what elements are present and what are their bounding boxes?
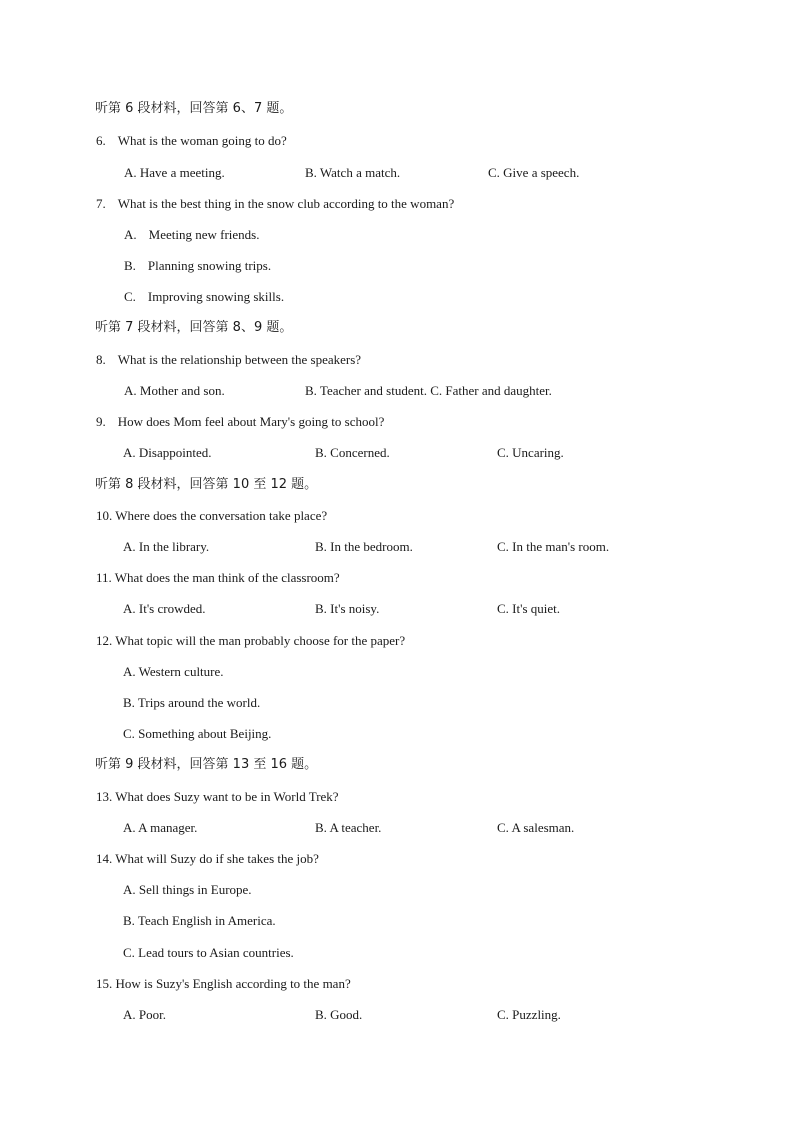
question-number: 6. (96, 133, 106, 148)
question-8 (96, 352, 361, 368)
q15-option-b: B. Good. (315, 1007, 363, 1022)
q14-option-a: A. Sell things in Europe. (123, 882, 252, 897)
question-15: 15. How is Suzy's English according to the man? (96, 976, 351, 991)
question-text: What is the relationship between the speakers? (117, 352, 362, 367)
q14-option-c: C. Lead tours to Asian countries. (123, 945, 294, 960)
question-13: 13. What does Suzy want to be in World Trek? (96, 789, 339, 804)
option-letter: B. (124, 258, 136, 273)
question-7 (96, 196, 454, 212)
option-text: Planning snowing trips. (147, 258, 272, 273)
option-letter: A. (124, 227, 137, 242)
section-heading-7: 听第 7 段材料，回答第 8、9 题。 (95, 320, 293, 335)
q13-option-c: C. A salesman. (497, 820, 575, 835)
question-number: 9. (96, 414, 106, 429)
q10-option-b: B. In the bedroom. (315, 539, 413, 554)
option-text: Improving snowing skills. (147, 289, 285, 304)
q12-option-a: A. Western culture. (123, 664, 224, 679)
q9-option-c: C. Uncaring. (497, 445, 564, 460)
section-heading-9: 听第 9 段材料，回答第 13 至 16 题。 (95, 757, 318, 772)
q15-option-a: A. Poor. (123, 1007, 166, 1022)
q6-option-a: A. Have a meeting. (124, 165, 225, 180)
q10-option-a: A. In the library. (123, 539, 210, 554)
q6-option-b: B. Watch a match. (305, 165, 401, 180)
question-11: 11. What does the man think of the classroom? (96, 570, 340, 585)
q7-option-a (124, 227, 259, 243)
q7-option-c (124, 289, 284, 305)
option-text: Meeting new friends. (148, 227, 260, 242)
question-10: 10. Where does the conversation take place? (96, 508, 328, 523)
q13-option-a: A. A manager. (123, 820, 198, 835)
q12-option-b: B. Trips around the world. (123, 695, 261, 710)
question-6 (96, 133, 287, 149)
q11-option-c: C. It's quiet. (497, 601, 561, 616)
q10-option-c: C. In the man's room. (497, 539, 610, 554)
q6-option-c: C. Give a speech. (488, 165, 580, 180)
question-text: What is the woman going to do? (117, 133, 287, 148)
section-heading-6: 听第 6 段材料，回答第 6、7 题。 (95, 101, 293, 116)
q9-option-a: A. Disappointed. (123, 445, 212, 460)
q11-option-a: A. It's crowded. (123, 601, 206, 616)
question-number: 7. (96, 196, 106, 211)
q7-option-b (124, 258, 271, 274)
question-number: 8. (96, 352, 106, 367)
q15-option-c: C. Puzzling. (497, 1007, 561, 1022)
section-heading-8: 听第 8 段材料，回答第 10 至 12 题。 (95, 477, 318, 492)
q14-option-b: B. Teach English in America. (123, 913, 276, 928)
question-text: What is the best thing in the snow club according to the woman? (117, 196, 455, 211)
q12-option-c: C. Something about Beijing. (123, 726, 272, 741)
q8-option-a: A. Mother and son. (124, 383, 225, 398)
q8-option-bc: B. Teacher and student. C. Father and daughter. (305, 383, 552, 398)
question-14: 14. What will Suzy do if she takes the job? (96, 851, 319, 866)
q9-option-b: B. Concerned. (315, 445, 390, 460)
question-12: 12. What topic will the man probably choose for the paper? (96, 633, 406, 648)
option-letter: C. (124, 289, 136, 304)
q11-option-b: B. It's noisy. (315, 601, 380, 616)
q13-option-b: B. A teacher. (315, 820, 382, 835)
question-text: How does Mom feel about Mary's going to school? (117, 414, 385, 429)
question-9 (96, 414, 384, 430)
